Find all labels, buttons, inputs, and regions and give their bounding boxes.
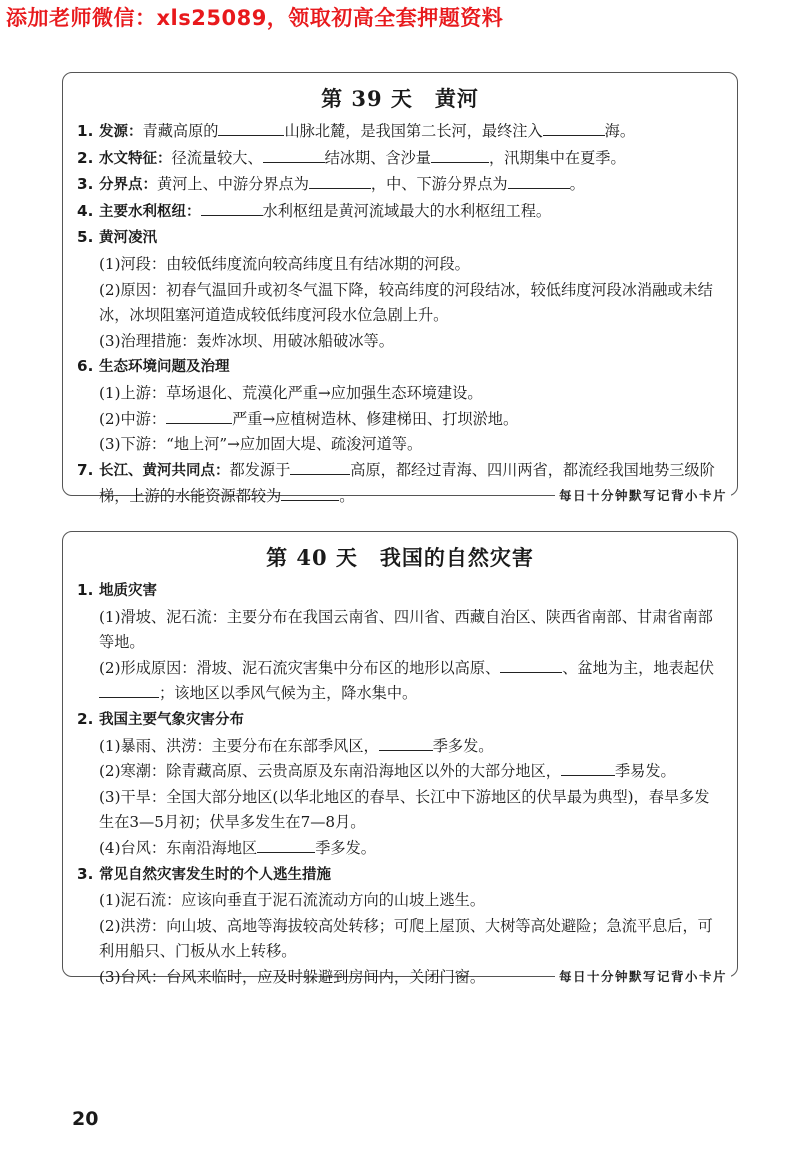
item-6-sub-2: (2)中游： 严重→应植树造林、修建梯田、打坝淤地。 (77, 407, 723, 433)
item-1-sub-1: (1)滑坡、泥石流：主要分布在我国云南省、四川省、西藏自治区、陕西省南部、甘肃省南部等地。 (99, 607, 713, 652)
item-5-sub-3: (3)治理措施：轰炸冰坝、用破冰船破冰等。 (99, 331, 394, 350)
fill-blank (201, 199, 263, 216)
card-day-40 (62, 531, 738, 986)
fill-blank (218, 119, 284, 136)
item-3: 3. 分界点：黄河上、中游分界点为 ，中、下游分界点为 。 (77, 172, 723, 199)
topic-label: 我国的自然灾害 (379, 545, 534, 570)
item-7-cont: 梯，上游的水能资源都较为 。 (77, 484, 723, 510)
fill-blank (290, 458, 350, 475)
card-title (77, 542, 723, 572)
day-label: 第 40 天 (266, 545, 358, 570)
item-2-sub-2: (2)寒潮：除青藏高原、云贵高原及东南沿海地区以外的大部分地区， 季易发。 (77, 759, 723, 785)
day-label: 第 39 天 (321, 86, 413, 111)
item-1-sub-2: (2)形成原因：滑坡、泥石流灾害集中分布区的地形以高原、 、盆地为主，地表起伏 (77, 656, 723, 682)
item-2-sub-3: (3)干旱：全国大部分地区(以华北地区的春旱、长江中下游地区的伏旱最为典型)，春旱多发生在3—5月初；伏旱多发生在7—8月。 (99, 787, 710, 832)
item-6-sub-1: (1)上游：草场退化、荒漠化严重→应加强生态环境建设。 (99, 383, 483, 402)
item-3-sub-2: (2)洪涝：向山坡、高地等海拔较高处转移；可爬上屋顶、大树等高处避险；急流平息后，可利用船只、门板从水上转移。 (99, 916, 713, 961)
item-6: 6. 生态环境问题及治理 (77, 357, 230, 376)
fill-blank (281, 484, 339, 501)
fill-blank (543, 119, 605, 136)
card-footer-tag: 每日十分钟默写记背小卡片 (555, 967, 731, 985)
fill-blank (309, 172, 371, 189)
fill-blank (561, 759, 615, 776)
fill-blank (263, 146, 325, 163)
item-3-sub-3: (3)台风：台风来临时，应及时躲避到房间内，关闭门窗。 (99, 967, 486, 986)
item-2-sub-1: (1)暴雨、洪涝：主要分布在东部季风区， 季多发。 (77, 734, 723, 760)
topic-label: 黄河 (434, 86, 479, 111)
fill-blank (257, 836, 315, 853)
item-6-sub-3: (3)下游：“地上河”→应加固大堤、疏浚河道等。 (99, 435, 423, 454)
item-1: 1. 地质灾害 (77, 581, 157, 599)
card-title (77, 83, 723, 113)
fill-blank (166, 407, 232, 424)
fill-blank (99, 681, 159, 698)
promo-banner: 添加老师微信：xls25089，领取初高全套押题资料 (6, 6, 504, 30)
item-5-sub-2: (2)原因：初春气温回升或初冬气温下降，较高纬度的河段结冰，较低纬度河段冰消融或未结冰，冰坝阻塞河道造成较低纬度河段水位急剧上升。 (99, 280, 713, 325)
item-2: 2. 我国主要气象灾害分布 (77, 709, 244, 728)
card-day-39 (62, 72, 738, 506)
item-2: 2. 水文特征：径流量较大、 结冰期、含沙量 ，汛期集中在夏季。 (77, 146, 723, 173)
fill-blank (379, 734, 433, 751)
item-4: 4. 主要水利枢纽： 水利枢纽是黄河流域最大的水利枢纽工程。 (77, 199, 723, 226)
page-number: 20 (72, 1108, 99, 1130)
item-5-sub-1: (1)河段：由较低纬度流向较高纬度且有结冰期的河段。 (99, 254, 470, 273)
item-5: 5. 黄河凌汛 (77, 228, 157, 247)
item-1-sub-2-cont: ；该地区以季风气候为主，降水集中。 (77, 681, 723, 707)
fill-blank (508, 172, 570, 189)
fill-blank (431, 146, 489, 163)
fill-blank (500, 656, 562, 673)
item-1: 1. 发源：青藏高原的 山脉北麓，是我国第二长河，最终注入 海。 (77, 119, 723, 146)
item-3-sub-1: (1)泥石流：应该向垂直于泥石流流动方向的山坡上逃生。 (99, 891, 486, 910)
item-7: 7. 长江、黄河共同点：都发源于 高原，都经过青海、四川两省，都流经我国地势三级阶 (77, 458, 723, 485)
card-footer-tag: 每日十分钟默写记背小卡片 (555, 486, 731, 504)
item-2-sub-4: (4)台风：东南沿海地区 季多发。 (77, 836, 723, 862)
item-3: 3. 常见自然灾害发生时的个人逃生措施 (77, 864, 331, 883)
